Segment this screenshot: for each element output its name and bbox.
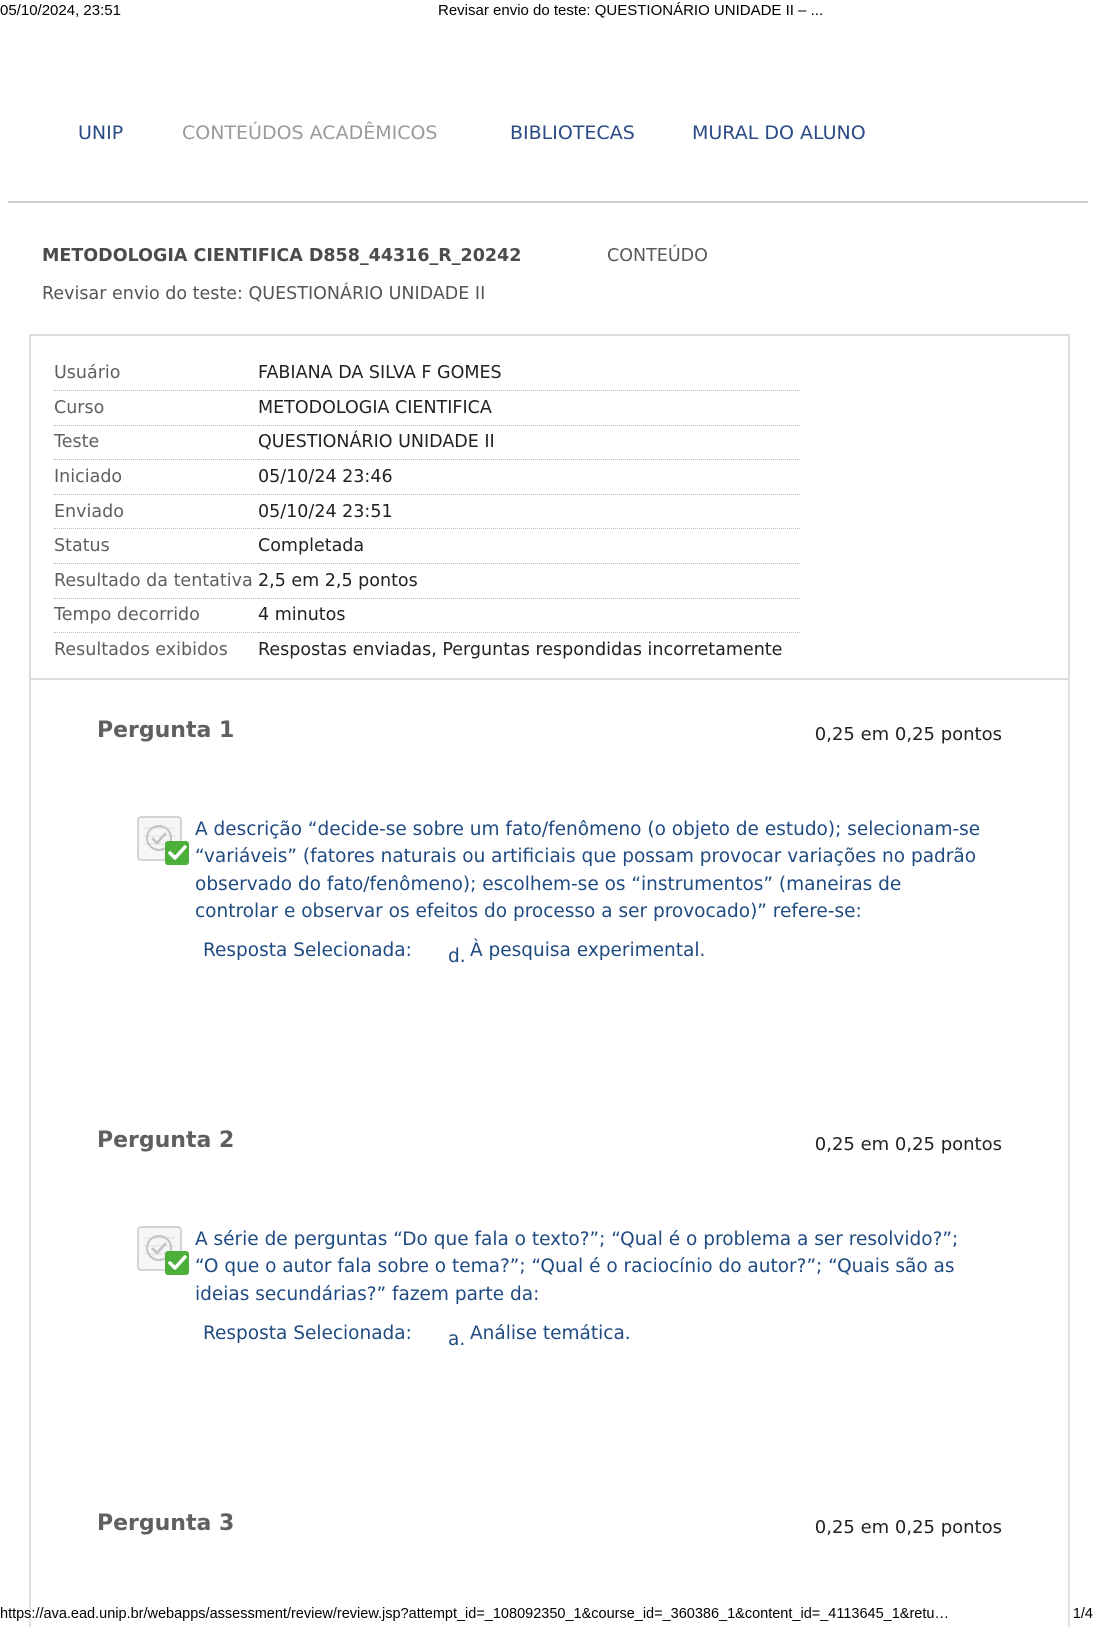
print-document-title: Revisar envio do teste: QUESTIONÁRIO UNIDADE II – ... (438, 2, 824, 19)
summary-value: METODOLOGIA CIENTIFICA (258, 391, 800, 426)
question-text: A descrição “decide-se sobre um fato/fenômeno (o objeto de estudo); selecionam-se “variáveis” (fatores naturais ou artificiais que possam provocar variações no padrão observado do fato/fenômeno); escolhem-se os “instrumentos” (maneiras de controlar e observar os efeitos do processo a ser provocado)” refere-se: (195, 819, 981, 922)
course-title[interactable]: METODOLOGIA CIENTIFICA D858_44316_R_20242 (42, 246, 522, 266)
summary-value: Respostas enviadas, Perguntas respondidas incorretamente (258, 640, 783, 661)
summary-label: Teste (54, 425, 258, 460)
answer-label: Resposta Selecionada: (203, 1323, 412, 1344)
question-header (97, 718, 1002, 750)
summary-value: QUESTIONÁRIO UNIDADE II (258, 425, 800, 460)
summary-row (54, 598, 800, 633)
answer-letter: d. (448, 946, 466, 967)
content-link[interactable]: CONTEÚDO (607, 246, 708, 266)
summary-value: 05/10/24 23:51 (258, 494, 800, 529)
print-datetime: 05/10/2024, 23:51 (0, 2, 121, 19)
summary-label: Status (54, 529, 258, 564)
page-title: Revisar envio do teste: QUESTIONÁRIO UNIDADE II (42, 284, 486, 304)
summary-label: Iniciado (54, 460, 258, 495)
question-title: Pergunta 1 (97, 718, 235, 743)
nav-bibliotecas[interactable]: BIBLIOTECAS (510, 122, 635, 144)
print-footer (0, 1606, 1095, 1626)
summary-value: FABIANA DA SILVA F GOMES (258, 356, 800, 391)
summary-row (54, 356, 800, 391)
summary-label: Resultado da tentativa (54, 564, 258, 599)
print-header (0, 2, 1095, 22)
attempt-summary (29, 334, 1070, 680)
nav-mural-do-aluno[interactable]: MURAL DO ALUNO (692, 122, 866, 144)
summary-row (54, 425, 800, 460)
correct-answer-icon (137, 816, 190, 867)
summary-value: Completada (258, 529, 800, 564)
question-text: A série de perguntas “Do que fala o texto?”; “Qual é o problema a ser resolvido?”; “O que o autor fala sobre o tema?”; “Qual é o raciocínio do autor?”; “Quais são as ideias secundárias?” fazem parte da: (195, 1229, 959, 1305)
nav-divider (8, 201, 1088, 203)
question-points: 0,25 em 0,25 pontos (814, 1517, 1002, 1538)
question-points: 0,25 em 0,25 pontos (814, 724, 1002, 745)
question-header (97, 1128, 1002, 1160)
question-points: 0,25 em 0,25 pontos (814, 1134, 1002, 1155)
summary-label: Tempo decorrido (54, 598, 258, 633)
selected-answer: À pesquisa experimental. (470, 940, 706, 961)
summary-row (54, 460, 800, 495)
summary-label: Enviado (54, 494, 258, 529)
print-page-number: 1/4 (1072, 1606, 1093, 1622)
selected-answer: Análise temática. (470, 1323, 631, 1344)
answer-label: Resposta Selecionada: (203, 940, 412, 961)
summary-row (54, 529, 800, 564)
summary-value: 4 minutos (258, 598, 800, 633)
summary-value: 05/10/24 23:46 (258, 460, 800, 495)
question-title: Pergunta 2 (97, 1128, 235, 1153)
question-header (97, 1511, 1002, 1543)
summary-label: Usuário (54, 356, 258, 391)
nav-conteudos-academicos[interactable]: CONTEÚDOS ACADÊMICOS (182, 122, 438, 144)
summary-row (54, 633, 800, 668)
summary-value: 2,5 em 2,5 pontos (258, 564, 800, 599)
summary-label: Resultados exibidos (54, 640, 228, 661)
correct-answer-icon (137, 1226, 190, 1277)
summary-row (54, 391, 800, 426)
question-title: Pergunta 3 (97, 1511, 235, 1536)
print-url: https://ava.ead.unip.br/webapps/assessment/review/review.jsp?attempt_id=_108092350_1&course_id=_360386_1&content_id=_4113645_1&retu… (0, 1606, 949, 1622)
summary-label: Curso (54, 391, 258, 426)
nav-unip[interactable]: UNIP (78, 122, 124, 144)
summary-row (54, 564, 800, 599)
summary-table (54, 356, 800, 667)
answer-letter: a. (448, 1329, 466, 1350)
summary-row (54, 494, 800, 529)
